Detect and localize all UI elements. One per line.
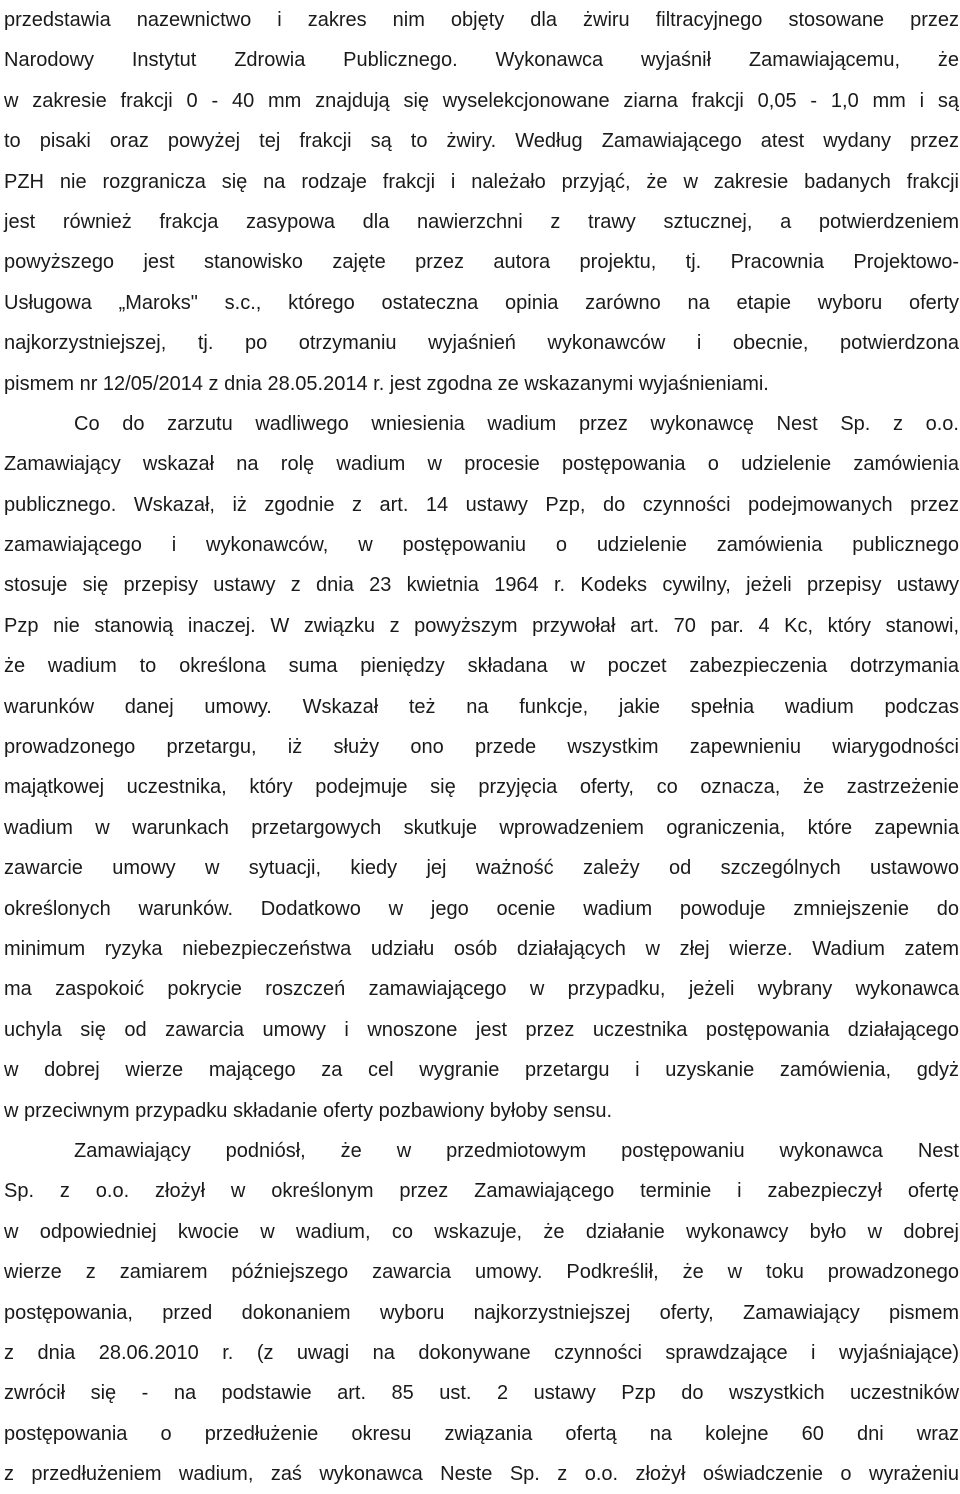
text-line: wadium w warunkach przetargowych skutkuje wprowadzeniem ograniczenia, które zapewnia — [4, 816, 959, 839]
text-line: w odpowiedniej kwocie w wadium, co wskazuje, że działanie wykonawcy było w dobrej — [4, 1220, 959, 1243]
text-line: to pisaki oraz powyżej tej frakcji są to żwiry. Według Zamawiającego atest wydany przez — [4, 130, 959, 153]
text-line: Pzp nie stanowią inaczej. W związku z powyższym przywołał art. 70 par. 4 Kc, który stanowi, — [4, 614, 959, 637]
text-line: PZH nie rozgranicza się na rodzaje frakcji i należało przyjąć, że w zakresie badanych frakcji — [4, 170, 959, 193]
text-line: wierze z zamiarem późniejszego zawarcia umowy. Podkreślił, że w toku prowadzonego — [4, 1261, 959, 1284]
text-line: ma zaspokoić pokrycie roszczeń zamawiającego w przypadku, jeżeli wybrany wykonawca — [4, 978, 959, 1001]
text-line: jest również frakcja zasypowa dla nawierzchni z trawy sztucznej, a potwierdzeniem — [4, 210, 959, 233]
text-line: w zakresie frakcji 0 - 40 mm znajdują się wyselekcjonowane ziarna frakcji 0,05 - 1,0 mm i są — [4, 89, 959, 112]
text-line: że wadium to określona suma pieniędzy składana w poczet zabezpieczenia dotrzymania — [4, 655, 959, 678]
paragraph — [4, 0, 959, 404]
text-line: w przeciwnym przypadku składanie oferty pozbawiony byłoby sensu. — [4, 1099, 613, 1122]
text-line: Zamawiający wskazał na rolę wadium w procesie postępowania o udzielenie zamówienia — [4, 453, 959, 476]
text-line: Co do zarzutu wadliwego wniesienia wadium przez wykonawcę Nest Sp. z o.o. — [74, 412, 959, 435]
text-line: zamawiającego i wykonawców, w postępowaniu o udzielenie zamówienia publicznego — [4, 534, 959, 557]
text-line: Sp. z o.o. złożył w określonym przez Zamawiającego terminie i zabezpieczył ofertę — [4, 1180, 959, 1203]
text-line: w dobrej wierze mającego za cel wygranie przetargu i uzyskanie zamówienia, gdyż — [4, 1059, 959, 1082]
paragraph — [4, 1131, 959, 1494]
text-line: zwrócił się - na podstawie art. 85 ust. 2 ustawy Pzp do wszystkich uczestników — [4, 1382, 959, 1405]
text-line: określonych warunków. Dodatkowo w jego ocenie wadium powoduje zmniejszenie do — [4, 897, 959, 920]
text-line: stosuje się przepisy ustawy z dnia 23 kwietnia 1964 r. Kodeks cywilny, jeżeli przepisy ustawy — [4, 574, 959, 597]
text-line: powyższego jest stanowisko zajęte przez autora projektu, tj. Pracownia Projektowo- — [4, 251, 959, 274]
text-line: Narodowy Instytut Zdrowia Publicznego. Wykonawca wyjaśnił Zamawiającemu, że — [4, 49, 959, 72]
text-line: publicznego. Wskazał, iż zgodnie z art. 14 ustawy Pzp, do czynności podejmowanych przez — [4, 493, 959, 516]
paragraph — [4, 404, 959, 1131]
text-line: Usługowa „Maroks" s.c., którego ostateczna opinia zarówno na etapie wyboru oferty — [4, 291, 959, 314]
text-line: Zamawiający podniósł, że w przedmiotowym postępowaniu wykonawca Nest — [74, 1139, 959, 1162]
text-line: postępowania, przed dokonaniem wyboru najkorzystniejszej oferty, Zamawiający pismem — [4, 1301, 959, 1324]
text-line: z przedłużeniem wadium, zaś wykonawca Neste Sp. z o.o. złożył oświadczenie o wyrażeniu — [4, 1463, 959, 1486]
document-body — [4, 0, 959, 1494]
text-line: prowadzonego przetargu, iż służy ono przede wszystkim zapewnieniu wiarygodności — [4, 736, 959, 759]
text-line: minimum ryzyka niebezpieczeństwa udziału osób działających w złej wierze. Wadium zatem — [4, 937, 959, 960]
text-line: najkorzystniejszej, tj. po otrzymaniu wyjaśnień wykonawców i obecnie, potwierdzona — [4, 332, 959, 355]
text-line: pismem nr 12/05/2014 z dnia 28.05.2014 r. jest zgodna ze wskazanymi wyjaśnieniami. — [4, 372, 769, 395]
text-line: uchyla się od zawarcia umowy i wnoszone jest przez uczestnika postępowania działającego — [4, 1018, 959, 1041]
text-line: majątkowej uczestnika, który podejmuje się przyjęcia oferty, co oznacza, że zastrzeżenie — [4, 776, 959, 799]
text-line: postępowania o przedłużenie okresu związania ofertą na kolejne 60 dni wraz — [4, 1422, 959, 1445]
text-line: warunków danej umowy. Wskazał też na funkcje, jakie spełnia wadium podczas — [4, 695, 959, 718]
text-line: przedstawia nazewnictwo i zakres nim objęty dla żwiru filtracyjnego stosowane przez — [4, 9, 959, 31]
text-line: zawarcie umowy w sytuacji, kiedy jej ważność zależy od szczególnych ustawowo — [4, 857, 959, 880]
text-line: z dnia 28.06.2010 r. (z uwagi na dokonywane czynności sprawdzające i wyjaśniające) — [4, 1341, 959, 1364]
